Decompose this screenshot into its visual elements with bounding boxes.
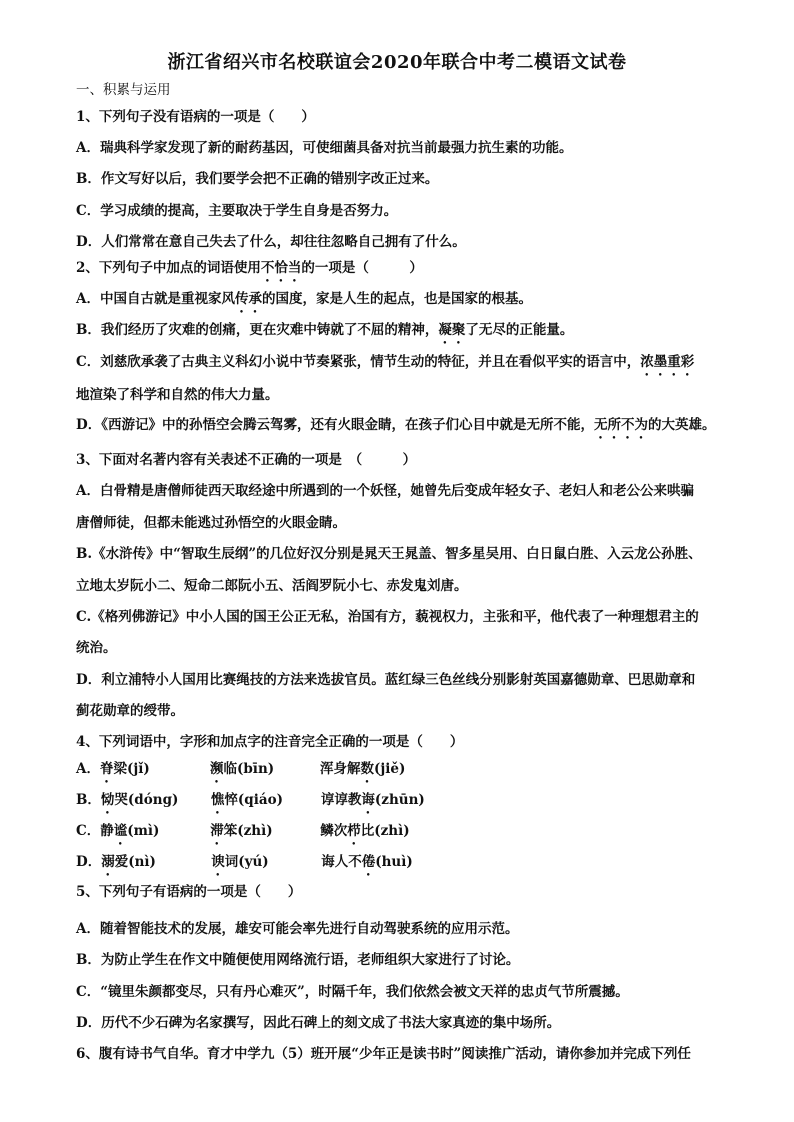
question-1-option-a: A．瑞典科学家发现了新的耐药基因，可使细菌具备对抗当前最强力抗生素的功能。 <box>76 140 573 156</box>
question-2-option-c-continued: 地渲染了科学和自然的伟大力量。 <box>76 387 279 403</box>
question-5-option-d: D．历代不少石碑为名家撰写，因此石碑上的刻文成了书法大家真迹的集中场所。 <box>76 1015 561 1031</box>
question-3-stem: 3、下面对名著内容有关表述不正确的一项是 （ ） <box>76 452 417 468</box>
question-1-option-b: B．作文写好以后，我们要学会把不正确的错别字改正过来。 <box>76 171 439 187</box>
word-text: 悴(qiáo) <box>224 792 284 808</box>
option-text: A．中国自古就是重视家风 <box>76 291 235 307</box>
word-text: (huì) <box>375 854 413 870</box>
word-text: 爱(nì) <box>114 854 156 870</box>
option-letter: D． <box>76 854 102 870</box>
emphasized-text: 传承 <box>234 291 262 307</box>
question-3-option-d-continued: 蓟花勋章的绶带。 <box>76 703 184 719</box>
emphasized-text: 栉 <box>347 823 361 839</box>
question-5-option-a: A．随着智能技术的发展，雄安可能会率先进行自动驾驶系统的应用示范。 <box>76 921 519 937</box>
question-2-option-c <box>76 353 754 379</box>
word-text: (jiě) <box>373 761 406 777</box>
option-text: 了无尽的正能量。 <box>465 322 574 338</box>
option-letter: C． <box>76 823 101 839</box>
option-letter: B． <box>76 792 101 808</box>
section-heading: 一、积累与运用 <box>76 82 171 98</box>
stem-text: 2、下列句子中加点的词语使用 <box>76 260 261 276</box>
emphasized-text: 凝聚 <box>438 322 466 338</box>
word-text: 浑身解 <box>319 761 361 777</box>
emphasized-text: 滞 <box>210 823 224 839</box>
word-text: 词(yú) <box>224 854 269 870</box>
question-1-stem: 1、下列句子没有语病的一项是（ ） <box>76 109 315 125</box>
question-3-option-a-continued: 唐僧师徒，但都未能逃过孙悟空的火眼金睛。 <box>76 515 346 531</box>
emphasized-text: 憔 <box>210 792 225 808</box>
word-text: 谆谆教 <box>320 792 362 808</box>
question-2-stem <box>76 259 754 285</box>
question-6-stem: 6、腹有诗书气自华。育才中学九（5）班开展“少年正是读书时”阅读推广活动，请你参加并完成下列任 <box>76 1046 691 1062</box>
question-1-option-c: C．学习成绩的提高，主要取决于学生自身是否努力。 <box>76 203 398 219</box>
question-5-stem: 5、下列句子有语病的一项是（ ） <box>76 884 302 900</box>
question-4-option-d <box>76 853 754 879</box>
question-3-option-c: C.《格列佛游记》中小人国的国王公正无私，治国有方，藐视权力，主张和平，他代表了一种理想君主的 <box>76 609 699 625</box>
word-text: 笨(zhì) <box>223 823 273 839</box>
question-2-option-d <box>76 416 754 442</box>
question-1-option-d: D．人们常常在意自己失去了什么，却往往忽略自己拥有了什么。 <box>76 234 466 250</box>
question-4-option-a <box>76 760 754 786</box>
emphasized-text: 诲 <box>361 792 375 808</box>
question-3-option-b: B.《水浒传》中“智取生辰纲”的几位好汉分别是晁天王晁盖、智多星吴用、白日鼠白胜、入云龙公孙胜、 <box>76 546 702 562</box>
emphasized-text: 濒 <box>209 761 224 777</box>
emphasized-text: 溺 <box>101 854 115 870</box>
emphasized-text: 无所不为 <box>593 417 648 433</box>
word-text: 鳞次 <box>320 823 348 839</box>
word-text: (mì) <box>127 823 160 839</box>
option-text: 的大英雄。 <box>647 417 716 433</box>
page-title: 浙江省绍兴市名校联谊会2020年联合中考二模语文试卷 <box>167 52 627 73</box>
emphasized-text: 不恰当 <box>260 260 302 276</box>
word-text: 诲人不 <box>321 854 362 870</box>
question-4-stem: 4、下列词语中，字形和加点字的注音完全正确的一项是（ ） <box>76 734 464 750</box>
word-text: (zhūn) <box>374 792 425 808</box>
option-text: C．刘慈欣承袭了古典主义科幻小说中节奏紧张，情节生动的特征，并且在看似平实的语言中， <box>76 354 641 370</box>
word-text: 静 <box>100 823 114 839</box>
question-4-option-b <box>76 791 754 817</box>
option-letter: A． <box>76 761 100 777</box>
option-text: D．《西游记》中的孙悟空会腾云驾雾，还有火眼金睛，在孩子们心目中就是无所不能， <box>76 417 594 433</box>
option-text: B．我们经历了灾难的创痛，更在灾难中铸就了不屈的精神， <box>76 322 439 338</box>
question-3-option-b-continued: 立地太岁阮小二、短命二郎阮小五、活阎罗阮小七、赤发鬼刘唐。 <box>76 578 468 594</box>
word-text: 梁(jǐ) <box>113 761 150 777</box>
emphasized-text: 倦 <box>361 854 376 870</box>
question-3-option-d: D．利立浦特小人国用比赛绳技的方法来选拔官员。蓝红绿三色丝线分别影射英国嘉德勋章、巴思勋章和 <box>76 672 696 688</box>
word-text: 临(bīn) <box>223 761 275 777</box>
word-text: 比(zhì) <box>360 823 410 839</box>
question-3-option-c-continued: 统治。 <box>76 640 117 656</box>
option-text: 的国度，家是人生的起点，也是国家的根基。 <box>261 291 532 307</box>
question-5-option-c: C．“镜里朱颜都变尽，只有丹心难灭”，时隔千年，我们依然会被文天祥的忠贞气节所震撼。 <box>76 984 629 1000</box>
question-2-option-b <box>76 321 754 347</box>
emphasized-text: 谀 <box>211 854 225 870</box>
question-3-option-a: A．白骨精是唐僧师徒西天取经途中所遇到的一个妖怪，她曾先后变成年轻女子、老妇人和老公公来哄骗 <box>76 483 694 499</box>
emphasized-text: 谧 <box>113 823 128 839</box>
stem-text: 的一项是（ ） <box>301 260 423 276</box>
emphasized-text: 恸 <box>100 792 115 808</box>
question-4-option-c <box>76 822 754 848</box>
question-5-option-b: B．为防止学生在作文中随便使用网络流行语，老师组织大家进行了讨论。 <box>76 952 520 968</box>
question-2-option-a <box>76 290 754 316</box>
word-text: 哭(dóng) <box>114 792 179 808</box>
emphasized-text: 浓墨重彩 <box>640 354 695 370</box>
emphasized-text: 脊 <box>99 761 114 777</box>
emphasized-text: 数 <box>360 761 374 777</box>
